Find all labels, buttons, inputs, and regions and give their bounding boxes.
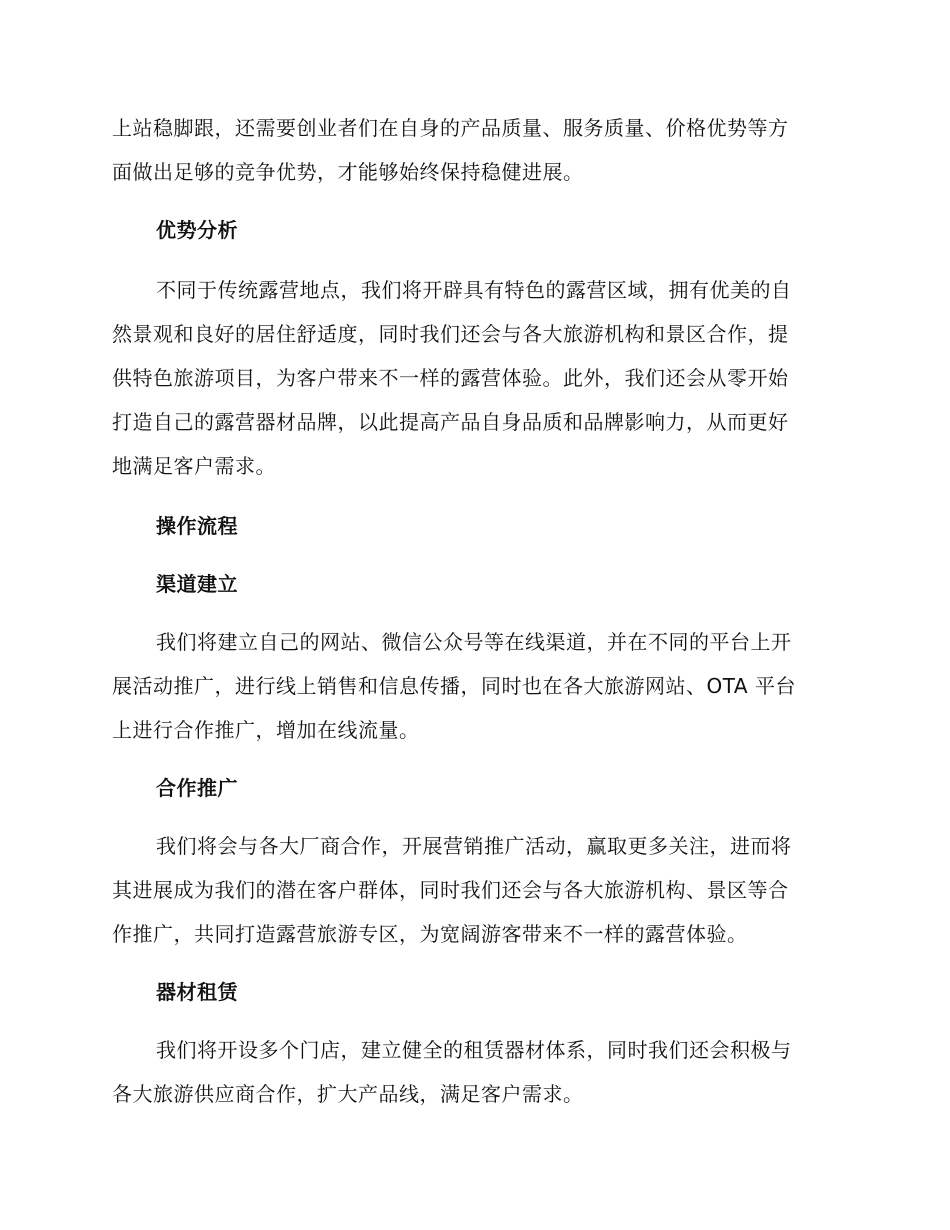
cooperation-line-3: 作推广，共同打造露营旅游专区，为宽阔游客带来不一样的露营体验。 bbox=[112, 922, 748, 946]
channel-line-1: 我们将建立自己的网站、微信公众号等在线渠道，并在不同的平台上开 bbox=[156, 630, 792, 654]
intro-line-1: 上站稳脚跟，还需要创业者们在自身的产品质量、服务质量、价格优势等方 bbox=[112, 116, 789, 140]
intro-line-2: 面做出足够的竞争优势，才能够始终保持稳健进展。 bbox=[112, 160, 584, 184]
rental-paragraph bbox=[112, 1028, 834, 1116]
cooperation-line-2: 其进展成为我们的潜在客户群体，同时我们还会与各大旅游机构、景区等合 bbox=[112, 878, 789, 902]
rental-line-2: 各大旅游供应商合作，扩大产品线，满足客户需求。 bbox=[112, 1082, 584, 1106]
channel-line-2: 展活动推广，进行线上销售和信息传播，同时也在各大旅游网站、OTA 平台 bbox=[112, 674, 796, 698]
advantage-line-5: 地满足客户需求。 bbox=[112, 454, 276, 478]
heading-operation-process: 操作流程 bbox=[156, 514, 238, 538]
advantage-paragraph bbox=[112, 268, 834, 488]
advantage-line-4: 打造自己的露营器材品牌，以此提高产品自身品质和品牌影响力，从而更好 bbox=[112, 410, 789, 434]
channel-paragraph bbox=[112, 620, 834, 752]
cooperation-line-1: 我们将会与各大厂商合作，开展营销推广活动，赢取更多关注，进而将 bbox=[156, 834, 792, 858]
cooperation-paragraph bbox=[112, 824, 834, 956]
heading-channel-establishment: 渠道建立 bbox=[156, 572, 238, 596]
advantage-line-3: 供特色旅游项目，为客户带来不一样的露营体验。此外，我们还会从零开始 bbox=[112, 366, 789, 390]
heading-advantage-analysis: 优势分析 bbox=[156, 218, 238, 242]
heading-equipment-rental: 器材租赁 bbox=[156, 980, 238, 1004]
advantage-line-2: 然景观和良好的居住舒适度，同时我们还会与各大旅游机构和景区合作，提 bbox=[112, 322, 789, 346]
channel-line-3: 上进行合作推广，增加在线流量。 bbox=[112, 718, 420, 742]
rental-line-1: 我们将开设多个门店，建立健全的租赁器材体系，同时我们还会积极与 bbox=[156, 1038, 792, 1062]
advantage-line-1: 不同于传统露营地点，我们将开辟具有特色的露营区域，拥有优美的自 bbox=[156, 278, 792, 302]
intro-paragraph bbox=[112, 106, 834, 194]
heading-cooperation-promotion: 合作推广 bbox=[156, 776, 238, 800]
